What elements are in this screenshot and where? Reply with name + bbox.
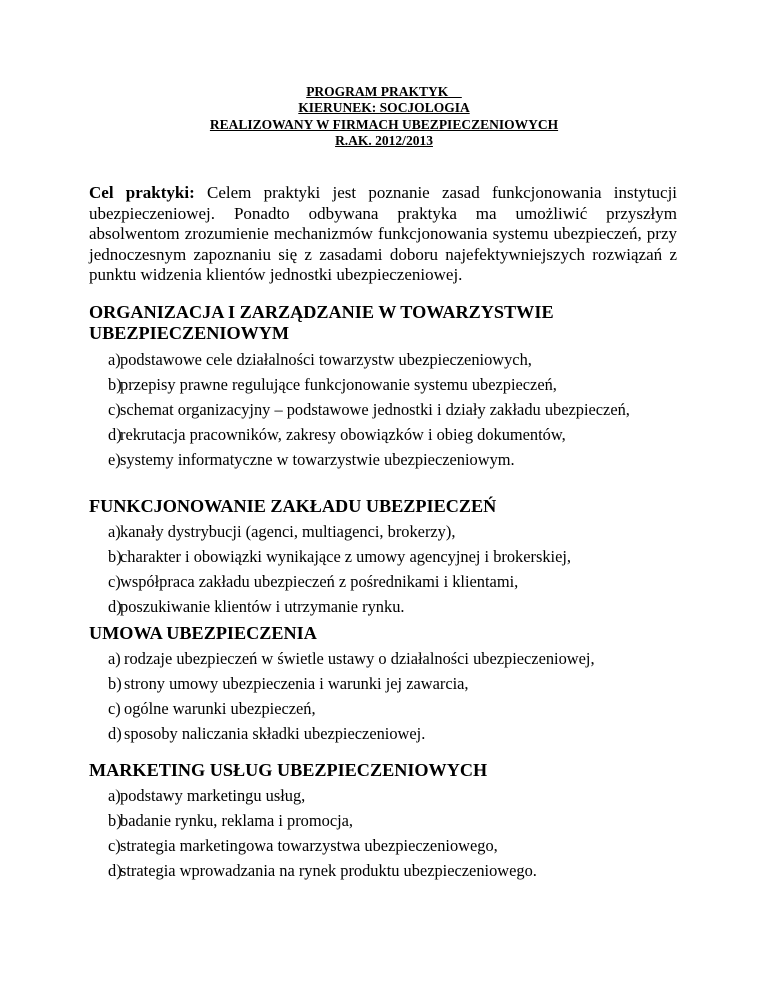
list-item <box>89 375 689 394</box>
list-item-text: rodzaje ubezpieczeń w świetle ustawy o działalności ubezpieczeniowej, <box>124 649 595 668</box>
header-academic-year: R.AK. 2012/2013 <box>335 132 433 148</box>
list-item-text: podstawy marketingu usług, <box>120 786 306 805</box>
list-item-text: schemat organizacyjny – podstawowe jednostki i działy zakładu ubezpieczeń, <box>120 400 630 419</box>
list-item-letter: b) <box>108 811 122 830</box>
document-header <box>0 84 768 149</box>
list-item-letter: a) <box>108 350 121 369</box>
list-item-text: rekrutacja pracowników, zakresy obowiązków i obieg dokumentów, <box>120 425 566 444</box>
list-item-letter: c) <box>108 400 121 419</box>
list-item <box>89 572 689 591</box>
list-item-letter: a) <box>108 786 121 805</box>
list-item-letter: d) <box>108 597 122 616</box>
list-item-letter: c) <box>108 836 121 855</box>
list-item-letter: a) <box>108 522 121 541</box>
list-item <box>89 522 689 541</box>
list-item-text: strategia wprowadzania na rynek produktu ubezpieczeniowego. <box>120 861 537 880</box>
list-item-text: poszukiwanie klientów i utrzymanie rynku. <box>120 597 405 616</box>
list-item-text: przepisy prawne regulujące funkcjonowanie systemu ubezpieczeń, <box>120 375 557 394</box>
list-item <box>89 649 689 668</box>
list-item-text: strategia marketingowa towarzystwa ubezpieczeniowego, <box>120 836 498 855</box>
list-item-text: strony umowy ubezpieczenia i warunki jej zawarcia, <box>124 674 469 693</box>
list-item-text: ogólne warunki ubezpieczeń, <box>124 699 316 718</box>
list-item <box>89 836 689 855</box>
list-item-letter: d) <box>108 425 122 444</box>
section-insurance-contract <box>89 623 689 743</box>
list-item-letter: d) <box>108 861 122 880</box>
list-item-letter: b) <box>108 547 122 566</box>
list-item-text: charakter i obowiązki wynikające z umowy agencyjnej i brokerskiej, <box>120 547 572 566</box>
section-title-line: ORGANIZACJA I ZARZĄDZANIE W TOWARZYSTWIE <box>89 302 554 322</box>
section-marketing <box>89 760 689 880</box>
section-title-line: UBEZPIECZENIOWYM <box>89 323 290 343</box>
section-list <box>89 786 689 880</box>
list-item <box>89 811 689 830</box>
section-functioning <box>89 496 689 616</box>
section-list <box>89 522 689 616</box>
list-item <box>89 350 689 369</box>
list-item-letter: b) <box>108 674 122 693</box>
list-item <box>89 699 689 718</box>
list-item-letter: c) <box>108 699 121 718</box>
goal-text: Celem praktyki jest poznanie zasad funkcjonowania instytucji ubezpieczeniowej. Ponadto odbywana praktyka ma umożliwić przyszłym absolwentom zrozumienie mechanizmów funkcjonowania systemu ubezpieczeń, przy jednoczesnym zapoznaniu się z zasadami doboru najefektywniejszych rozwiązań z punktu widzenia klientów jednostki ubezpieczeniowej. <box>89 183 678 284</box>
list-item-text: sposoby naliczania składki ubezpieczeniowej. <box>124 724 426 743</box>
list-item <box>89 547 689 566</box>
header-title: PROGRAM PRAKTYK <box>306 84 462 99</box>
list-item-text: systemy informatyczne w towarzystwie ubezpieczeniowym. <box>120 450 515 469</box>
list-item-letter: b) <box>108 375 122 394</box>
goal-paragraph <box>89 183 677 286</box>
list-item <box>89 400 640 419</box>
list-item <box>89 450 689 469</box>
section-list <box>89 350 689 469</box>
list-item <box>89 861 689 880</box>
list-item <box>89 724 689 743</box>
list-item <box>89 674 689 693</box>
list-item-text: współpraca zakładu ubezpieczeń z pośrednikami i klientami, <box>120 572 519 591</box>
section-title: FUNKCJONOWANIE ZAKŁADU UBEZPIECZEŃ <box>89 496 497 516</box>
list-item-text: podstawowe cele działalności towarzystw ubezpieczeniowych, <box>120 350 532 369</box>
list-item <box>89 597 689 616</box>
list-item-letter: c) <box>108 572 121 591</box>
section-title: UMOWA UBEZPIECZENIA <box>89 623 317 643</box>
section-title: MARKETING USŁUG UBEZPIECZENIOWYCH <box>89 760 488 780</box>
goal-label: Cel praktyki: <box>89 183 195 202</box>
header-field-of-study: KIERUNEK: SOCJOLOGIA <box>298 100 470 116</box>
list-item-letter: e) <box>108 450 121 469</box>
section-title <box>89 302 689 344</box>
list-item-text: badanie rynku, reklama i promocja, <box>120 811 354 830</box>
list-item <box>89 786 689 805</box>
section-list <box>89 649 689 743</box>
section-organization <box>89 302 689 469</box>
list-item-letter: a) <box>108 649 121 668</box>
list-item-text: kanały dystrybucji (agenci, multiagenci, brokerzy), <box>120 522 456 541</box>
list-item-letter: d) <box>108 724 122 743</box>
header-realization: REALIZOWANY W FIRMACH UBEZPIECZENIOWYCH <box>209 116 559 132</box>
list-item <box>89 425 689 444</box>
